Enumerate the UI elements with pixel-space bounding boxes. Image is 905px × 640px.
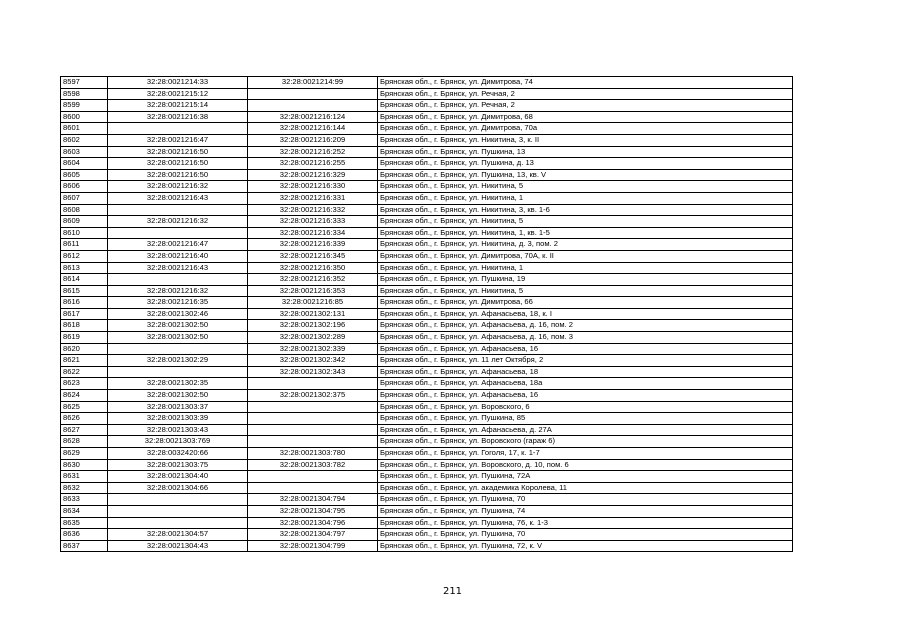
- object-cadastral-number-cell: 32:28:0021216:345: [248, 250, 378, 262]
- row-number-cell: 8627: [61, 424, 108, 436]
- address-cell: Брянская обл., г. Брянск, ул. Афанасьева, 18, к. I: [378, 308, 793, 320]
- cadastral-number-cell: 32:28:0021214:33: [108, 77, 248, 89]
- object-cadastral-number-cell: 32:28:0021216:352: [248, 274, 378, 286]
- object-cadastral-number-cell: 32:28:0021304:795: [248, 505, 378, 517]
- row-number-cell: 8628: [61, 436, 108, 448]
- address-cell: Брянская обл., г. Брянск, ул. Никитина, 5: [378, 285, 793, 297]
- row-number-cell: 8600: [61, 111, 108, 123]
- table-row: [61, 355, 793, 367]
- cadastral-number-cell: 32:28:0021302:35: [108, 378, 248, 390]
- cadastral-number-cell: 32:28:0021216:38: [108, 111, 248, 123]
- row-number-cell: 8605: [61, 169, 108, 181]
- object-cadastral-number-cell: 32:28:0021216:330: [248, 181, 378, 193]
- address-cell: Брянская обл., г. Брянск, ул. Димитрова, 74: [378, 77, 793, 89]
- row-number-cell: 8621: [61, 355, 108, 367]
- object-cadastral-number-cell: 32:28:0021303:780: [248, 448, 378, 460]
- row-number-cell: 8618: [61, 320, 108, 332]
- cadastral-number-cell: 32:28:0021216:50: [108, 169, 248, 181]
- table-row: [61, 250, 793, 262]
- table-row: [61, 77, 793, 89]
- row-number-cell: 8632: [61, 482, 108, 494]
- table-row: [61, 181, 793, 193]
- table-row: [61, 308, 793, 320]
- object-cadastral-number-cell: [248, 88, 378, 100]
- cadastral-number-cell: [108, 204, 248, 216]
- cadastral-number-cell: 32:28:0021216:32: [108, 181, 248, 193]
- table-row: [61, 262, 793, 274]
- object-cadastral-number-cell: 32:28:0021216:350: [248, 262, 378, 274]
- object-cadastral-number-cell: 32:28:0021302:131: [248, 308, 378, 320]
- row-number-cell: 8616: [61, 297, 108, 309]
- object-cadastral-number-cell: 32:28:0021304:794: [248, 494, 378, 506]
- page-number: 211: [442, 586, 463, 597]
- address-cell: Брянская обл., г. Брянск, ул. Пушкина, 85: [378, 413, 793, 425]
- cadastral-number-cell: 32:28:0021216:40: [108, 250, 248, 262]
- table-row: [61, 111, 793, 123]
- address-cell: Брянская обл., г. Брянск, ул. Афанасьева, 18: [378, 366, 793, 378]
- cadastral-number-cell: 32:28:0021304:66: [108, 482, 248, 494]
- object-cadastral-number-cell: 32:28:0021216:339: [248, 239, 378, 251]
- row-number-cell: 8610: [61, 227, 108, 239]
- row-number-cell: 8597: [61, 77, 108, 89]
- object-cadastral-number-cell: 32:28:0021216:329: [248, 169, 378, 181]
- row-number-cell: 8604: [61, 158, 108, 170]
- address-cell: Брянская обл., г. Брянск, ул. Никитина, д. 3, пом. 2: [378, 239, 793, 251]
- cadastral-number-cell: 32:28:0021215:12: [108, 88, 248, 100]
- cadastral-number-cell: 32:28:0021302:46: [108, 308, 248, 320]
- row-number-cell: 8637: [61, 540, 108, 552]
- row-number-cell: 8633: [61, 494, 108, 506]
- address-cell: Брянская обл., г. Брянск, ул. Воровского, 6: [378, 401, 793, 413]
- row-number-cell: 8607: [61, 192, 108, 204]
- address-cell: Брянская обл., г. Брянск, ул. Пушкина, 74: [378, 505, 793, 517]
- object-cadastral-number-cell: 32:28:0021303:782: [248, 459, 378, 471]
- row-number-cell: 8636: [61, 529, 108, 541]
- object-cadastral-number-cell: 32:28:0021302:343: [248, 366, 378, 378]
- row-number-cell: 8611: [61, 239, 108, 251]
- table-row: [61, 297, 793, 309]
- row-number-cell: 8615: [61, 285, 108, 297]
- row-number-cell: 8622: [61, 366, 108, 378]
- table-row: [61, 378, 793, 390]
- address-cell: Брянская обл., г. Брянск, ул. Никитина, 1: [378, 262, 793, 274]
- table-row: [61, 343, 793, 355]
- address-cell: Брянская обл., г. Брянск, ул. Афанасьева, 16: [378, 343, 793, 355]
- table-row: [61, 413, 793, 425]
- table-row: [61, 169, 793, 181]
- cadastral-number-cell: [108, 227, 248, 239]
- object-cadastral-number-cell: 32:28:0021304:799: [248, 540, 378, 552]
- object-cadastral-number-cell: 32:28:0021216:209: [248, 134, 378, 146]
- cadastral-number-cell: [108, 366, 248, 378]
- row-number-cell: 8625: [61, 401, 108, 413]
- address-cell: Брянская обл., г. Брянск, ул. Никитина, 1, кв. 1-5: [378, 227, 793, 239]
- row-number-cell: 8601: [61, 123, 108, 135]
- cadastral-number-cell: 32:28:0032420:66: [108, 448, 248, 460]
- row-number-cell: 8606: [61, 181, 108, 193]
- cadastral-number-cell: 32:28:0021302:50: [108, 332, 248, 344]
- object-cadastral-number-cell: [248, 378, 378, 390]
- row-number-cell: 8612: [61, 250, 108, 262]
- address-cell: Брянская обл., г. Брянск, ул. Афанасьева, 16: [378, 390, 793, 402]
- cadastral-number-cell: 32:28:0021302:29: [108, 355, 248, 367]
- row-number-cell: 8629: [61, 448, 108, 460]
- cadastral-number-cell: 32:28:0021216:32: [108, 285, 248, 297]
- table-row: [61, 123, 793, 135]
- cadastral-number-cell: 32:28:0021303:769: [108, 436, 248, 448]
- address-cell: Брянская обл., г. Брянск, ул. Пушкина, 19: [378, 274, 793, 286]
- row-number-cell: 8599: [61, 100, 108, 112]
- object-cadastral-number-cell: 32:28:0021214:99: [248, 77, 378, 89]
- address-cell: Брянская обл., г. Брянск, ул. Афанасьева, д. 16, пом. 3: [378, 332, 793, 344]
- table-row: [61, 401, 793, 413]
- table-row: [61, 216, 793, 228]
- row-number-cell: 8598: [61, 88, 108, 100]
- address-cell: Брянская обл., г. Брянск, ул. Димитрова, 70а: [378, 123, 793, 135]
- row-number-cell: 8617: [61, 308, 108, 320]
- object-cadastral-number-cell: 32:28:0021216:124: [248, 111, 378, 123]
- registry-table-body: [61, 77, 793, 552]
- address-cell: Брянская обл., г. Брянск, ул. Гоголя, 17, к. 1-7: [378, 448, 793, 460]
- object-cadastral-number-cell: 32:28:0021302:375: [248, 390, 378, 402]
- table-row: [61, 494, 793, 506]
- object-cadastral-number-cell: 32:28:0021304:796: [248, 517, 378, 529]
- table-row: [61, 158, 793, 170]
- cadastral-number-cell: 32:28:0021216:32: [108, 216, 248, 228]
- object-cadastral-number-cell: 32:28:0021304:797: [248, 529, 378, 541]
- object-cadastral-number-cell: [248, 436, 378, 448]
- address-cell: Брянская обл., г. Брянск, ул. Пушкина, 72, к. V: [378, 540, 793, 552]
- object-cadastral-number-cell: 32:28:0021216:252: [248, 146, 378, 158]
- address-cell: Брянская обл., г. Брянск, ул. академика Королева, 11: [378, 482, 793, 494]
- address-cell: Брянская обл., г. Брянск, ул. Никитина, 3, кв. 1-6: [378, 204, 793, 216]
- address-cell: Брянская обл., г. Брянск, ул. Пушкина, 13, кв. V: [378, 169, 793, 181]
- cadastral-number-cell: 32:28:0021215:14: [108, 100, 248, 112]
- table-row: [61, 227, 793, 239]
- table-row: [61, 239, 793, 251]
- table-row: [61, 459, 793, 471]
- object-cadastral-number-cell: 32:28:0021216:353: [248, 285, 378, 297]
- object-cadastral-number-cell: 32:28:0021216:331: [248, 192, 378, 204]
- row-number-cell: 8619: [61, 332, 108, 344]
- table-row: [61, 390, 793, 402]
- cadastral-number-cell: 32:28:0021216:47: [108, 134, 248, 146]
- row-number-cell: 8624: [61, 390, 108, 402]
- cadastral-number-cell: 32:28:0021216:50: [108, 158, 248, 170]
- table-row: [61, 448, 793, 460]
- object-cadastral-number-cell: 32:28:0021216:144: [248, 123, 378, 135]
- address-cell: Брянская обл., г. Брянск, ул. Афанасьева, д. 27А: [378, 424, 793, 436]
- object-cadastral-number-cell: [248, 413, 378, 425]
- cadastral-number-cell: [108, 505, 248, 517]
- object-cadastral-number-cell: [248, 471, 378, 483]
- object-cadastral-number-cell: 32:28:0021302:342: [248, 355, 378, 367]
- address-cell: Брянская обл., г. Брянск, ул. Воровского, д. 10, пом. 6: [378, 459, 793, 471]
- table-row: [61, 146, 793, 158]
- address-cell: Брянская обл., г. Брянск, ул. Речная, 2: [378, 88, 793, 100]
- cadastral-number-cell: 32:28:0021302:50: [108, 320, 248, 332]
- cadastral-number-cell: 32:28:0021303:37: [108, 401, 248, 413]
- cadastral-number-cell: [108, 517, 248, 529]
- cadastral-number-cell: 32:28:0021304:40: [108, 471, 248, 483]
- table-row: [61, 285, 793, 297]
- cadastral-number-cell: [108, 343, 248, 355]
- cadastral-number-cell: 32:28:0021303:39: [108, 413, 248, 425]
- table-row: [61, 436, 793, 448]
- table-row: [61, 274, 793, 286]
- cadastral-number-cell: 32:28:0021303:75: [108, 459, 248, 471]
- object-cadastral-number-cell: 32:28:0021216:255: [248, 158, 378, 170]
- table-row: [61, 517, 793, 529]
- address-cell: Брянская обл., г. Брянск, ул. Димитрова, 68: [378, 111, 793, 123]
- cadastral-number-cell: 32:28:0021304:43: [108, 540, 248, 552]
- address-cell: Брянская обл., г. Брянск, ул. Пушкина, 76, к. 1-3: [378, 517, 793, 529]
- address-cell: Брянская обл., г. Брянск, ул. Пушкина, д. 13: [378, 158, 793, 170]
- row-number-cell: 8613: [61, 262, 108, 274]
- table-row: [61, 424, 793, 436]
- row-number-cell: 8635: [61, 517, 108, 529]
- address-cell: Брянская обл., г. Брянск, ул. Никитина, 5: [378, 216, 793, 228]
- object-cadastral-number-cell: 32:28:0021302:289: [248, 332, 378, 344]
- address-cell: Брянская обл., г. Брянск, ул. Пушкина, 13: [378, 146, 793, 158]
- address-cell: Брянская обл., г. Брянск, ул. Пушкина, 70: [378, 529, 793, 541]
- cadastral-number-cell: 32:28:0021302:50: [108, 390, 248, 402]
- row-number-cell: 8602: [61, 134, 108, 146]
- object-cadastral-number-cell: 32:28:0021216:334: [248, 227, 378, 239]
- address-cell: Брянская обл., г. Брянск, ул. Димитрова, 70А, к. II: [378, 250, 793, 262]
- cadastral-number-cell: [108, 494, 248, 506]
- table-row: [61, 332, 793, 344]
- table-row: [61, 204, 793, 216]
- address-cell: Брянская обл., г. Брянск, ул. Афанасьева, д. 16, пом. 2: [378, 320, 793, 332]
- cadastral-number-cell: 32:28:0021216:50: [108, 146, 248, 158]
- object-cadastral-number-cell: 32:28:0021216:333: [248, 216, 378, 228]
- cadastral-number-cell: 32:28:0021216:43: [108, 192, 248, 204]
- cadastral-number-cell: [108, 274, 248, 286]
- table-row: [61, 505, 793, 517]
- address-cell: Брянская обл., г. Брянск, ул. Никитина, 5: [378, 181, 793, 193]
- row-number-cell: 8620: [61, 343, 108, 355]
- table-row: [61, 540, 793, 552]
- row-number-cell: 8603: [61, 146, 108, 158]
- row-number-cell: 8614: [61, 274, 108, 286]
- cadastral-number-cell: 32:28:0021216:47: [108, 239, 248, 251]
- row-number-cell: 8630: [61, 459, 108, 471]
- address-cell: Брянская обл., г. Брянск, ул. Никитина, 3, к. II: [378, 134, 793, 146]
- address-cell: Брянская обл., г. Брянск, ул. Пушкина, 70: [378, 494, 793, 506]
- row-number-cell: 8634: [61, 505, 108, 517]
- object-cadastral-number-cell: 32:28:0021216:85: [248, 297, 378, 309]
- cadastral-number-cell: 32:28:0021216:43: [108, 262, 248, 274]
- object-cadastral-number-cell: 32:28:0021302:196: [248, 320, 378, 332]
- table-row: [61, 529, 793, 541]
- object-cadastral-number-cell: [248, 401, 378, 413]
- row-number-cell: 8623: [61, 378, 108, 390]
- table-row: [61, 366, 793, 378]
- registry-table: [60, 76, 793, 552]
- cadastral-number-cell: 32:28:0021304:57: [108, 529, 248, 541]
- table-row: [61, 192, 793, 204]
- address-cell: Брянская обл., г. Брянск, ул. Никитина, 1: [378, 192, 793, 204]
- row-number-cell: 8631: [61, 471, 108, 483]
- row-number-cell: 8609: [61, 216, 108, 228]
- row-number-cell: 8626: [61, 413, 108, 425]
- row-number-cell: 8608: [61, 204, 108, 216]
- address-cell: Брянская обл., г. Брянск, ул. Воровского (гараж 6): [378, 436, 793, 448]
- object-cadastral-number-cell: 32:28:0021302:339: [248, 343, 378, 355]
- cadastral-number-cell: 32:28:0021216:35: [108, 297, 248, 309]
- table-row: [61, 320, 793, 332]
- address-cell: Брянская обл., г. Брянск, ул. Димитрова, 66: [378, 297, 793, 309]
- table-row: [61, 471, 793, 483]
- address-cell: Брянская обл., г. Брянск, ул. Афанасьева, 18а: [378, 378, 793, 390]
- table-row: [61, 482, 793, 494]
- object-cadastral-number-cell: 32:28:0021216:332: [248, 204, 378, 216]
- address-cell: Брянская обл., г. Брянск, ул. Пушкина, 72А: [378, 471, 793, 483]
- object-cadastral-number-cell: [248, 100, 378, 112]
- table-row: [61, 134, 793, 146]
- table-row: [61, 100, 793, 112]
- cadastral-number-cell: [108, 123, 248, 135]
- object-cadastral-number-cell: [248, 482, 378, 494]
- table-row: [61, 88, 793, 100]
- cadastral-number-cell: 32:28:0021303:43: [108, 424, 248, 436]
- address-cell: Брянская обл., г. Брянск, ул. 11 лет Октября, 2: [378, 355, 793, 367]
- address-cell: Брянская обл., г. Брянск, ул. Речная, 2: [378, 100, 793, 112]
- object-cadastral-number-cell: [248, 424, 378, 436]
